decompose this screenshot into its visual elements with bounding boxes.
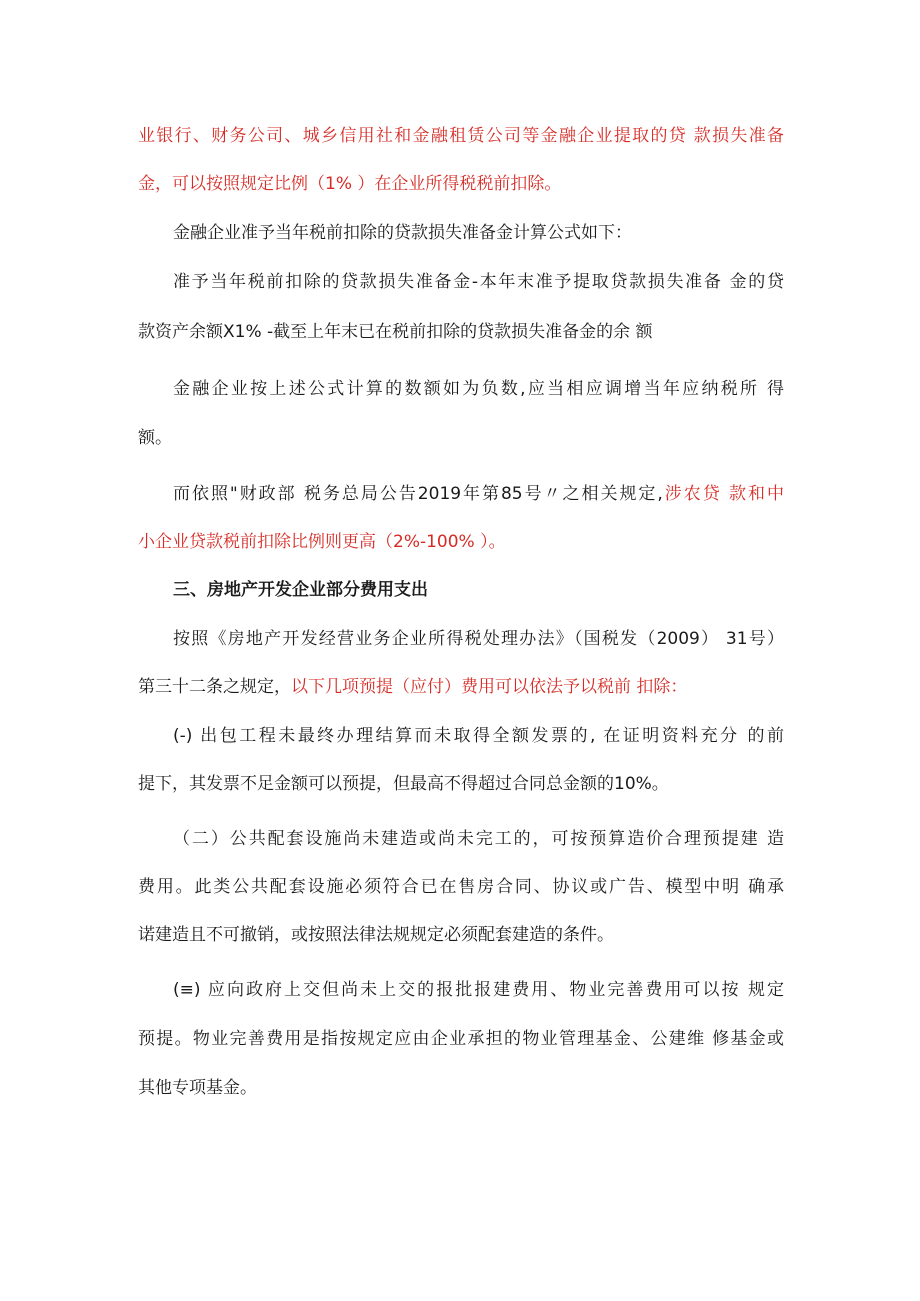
line-17-text: 诺建造且不可撤销，或按照法律法规规定必须配套建造的条件。	[138, 925, 614, 945]
line-8-text-a: 而依照"财政部 税务总局公告2019年第85号〃之相关规定,	[173, 484, 663, 504]
paragraph-line-5	[138, 320, 784, 344]
line-12-text-a: 第三十二条之规定，	[138, 677, 291, 697]
paragraph-line-15	[173, 827, 784, 851]
section-heading	[173, 578, 784, 602]
line-8-text-b: 涉农贷 款和中	[662, 484, 784, 504]
line-13-text: (-) 出包工程未最终办理结算而未取得全额发票的, 在证明资料充分 的前	[173, 726, 784, 746]
line-3-text: 金融企业准予当年税前扣除的贷款损失准备金计算公式如下：	[173, 223, 632, 243]
line-2-text: 金，可以按照规定比例（1% ）在企业所得税税前扣除。	[138, 174, 562, 194]
paragraph-line-12	[138, 675, 784, 699]
line-18-text: (≡) 应向政府上交但尚未上交的报批报建费用、物业完善费用可以按 规定	[173, 980, 784, 1000]
paragraph-line-1	[138, 124, 784, 148]
paragraph-line-4	[173, 270, 784, 294]
line-6-text: 金融企业按上述公式计算的数额如为负数,应当相应调增当年应纳税所 得	[173, 379, 784, 399]
paragraph-line-8	[173, 482, 784, 506]
line-5-text: 款资产余额X1% -截至上年末已在税前扣除的贷款损失准备金的余 额	[138, 322, 653, 342]
paragraph-line-14	[138, 772, 784, 796]
section-heading-text: 三、房地产开发企业部分费用支出	[173, 580, 428, 600]
line-9-text: 小企业贷款税前扣除比例则更高（2%-100% ）。	[138, 532, 506, 552]
line-16-text: 费用。此类公共配套设施必须符合已在售房合同、协议或广告、模型中明 确承	[138, 877, 784, 897]
paragraph-line-9	[138, 530, 784, 554]
paragraph-line-20	[138, 1076, 784, 1100]
line-14-text: 提下，其发票不足金额可以预提，但最高不得超过合同总金额的10%。	[138, 774, 669, 794]
line-20-text: 其他专项基金。	[138, 1078, 257, 1098]
paragraph-line-11	[173, 627, 784, 651]
paragraph-line-3	[173, 221, 784, 245]
line-15-text: （二）公共配套设施尚未建造或尚未完工的，可按预算造价合理预提建 造	[173, 829, 784, 849]
line-11-text: 按照《房地产开发经营业务企业所得税处理办法》（国税发（2009） 31号）	[173, 629, 784, 649]
paragraph-line-6	[173, 377, 784, 401]
line-4-text: 准予当年税前扣除的贷款损失准备金-本年末准予提取贷款损失准备 金的贷	[173, 272, 784, 292]
paragraph-line-17	[138, 923, 784, 947]
paragraph-line-18	[173, 978, 784, 1002]
line-7-text: 额。	[138, 428, 172, 448]
paragraph-line-19	[138, 1027, 784, 1051]
paragraph-line-7	[138, 426, 784, 450]
paragraph-line-13	[173, 724, 784, 748]
paragraph-line-2	[138, 172, 784, 196]
paragraph-line-16	[138, 875, 784, 899]
line-19-text: 预提。物业完善费用是指按规定应由企业承担的物业管理基金、公建维 修基金或	[138, 1029, 784, 1049]
line-1-text: 业银行、财务公司、城乡信用社和金融租赁公司等金融企业提取的贷 款损失准备	[138, 126, 784, 146]
line-12-text-b: 以下几项预提（应付）费用可以依法予以税前 扣除：	[291, 677, 688, 697]
